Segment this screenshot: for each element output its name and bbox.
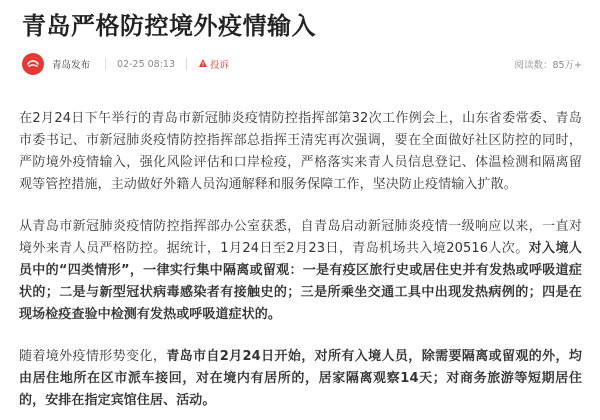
- paragraph-3-bold-text: 青岛市自2月24日开始，对所有入境人员，除需要隔离或留观的外，均由居住地所在区市派车接回，对在境内有居所的，居家隔离观察14天；对商务旅游等短期居住的，安排在指定宾馆住居、活动。: [19, 349, 582, 408]
- meta-actions: [514, 57, 582, 71]
- paragraph-2-bold-text: 对入境人员中的“四类情形”，一律实行集中隔离或留观：一是有疫区旅行史或居住史并有发热或呼吸道症状的；二是与新型冠状病毒感染者有接触史的；三是所乘坐交通工具中出现发热病例的；四是在现场检疫查验中检测有发热或呼吸道症状的。: [19, 241, 582, 322]
- paragraph-2: [19, 216, 582, 326]
- publisher-avatar-icon[interactable]: [22, 53, 44, 75]
- article-meta: [22, 52, 582, 76]
- reading-count: 阅读数：85万+: [514, 60, 582, 71]
- author-name[interactable]: 青岛发布: [52, 60, 91, 71]
- meta-divider: [186, 58, 187, 70]
- report-link[interactable]: [198, 57, 229, 71]
- publish-date: 02-25 08:13: [117, 58, 176, 70]
- article-title: 青岛严格防控境外疫情输入: [22, 12, 316, 40]
- meta-divider: [105, 58, 106, 70]
- paragraph-1: 在2月24日下午举行的青岛市新冠肺炎疫情防控指挥部第32次工作例会上，山东省委常委、青岛市委书记、市新冠肺炎疫情防控指挥部总指挥王清宪再次强调，要在全面做好社区防控的同时，严防境外疫情输入，强化风险评估和口岸检疫，严格落实来青人员信息登记、体温检测和隔离留观等管控措施，主动做好外籍人员沟通解释和服务保障工作，坚决防止疫情输入扩散。: [19, 111, 582, 192]
- paragraph-3-text: 随着境外疫情形势变化，: [19, 349, 167, 364]
- paragraph-3: [19, 346, 582, 412]
- article-content: [19, 108, 582, 412]
- report-label: 投诉: [210, 60, 230, 71]
- paragraph-2-text: 从青岛市新冠肺炎疫情防控指挥部办公室获悉，自青岛启动新冠肺炎疫情一级响应以来，一直对境外来青人员严格防控。据统计，1月24日至2月23日，青岛机场共入境20516人次。: [19, 219, 582, 256]
- warning-icon: [198, 58, 208, 71]
